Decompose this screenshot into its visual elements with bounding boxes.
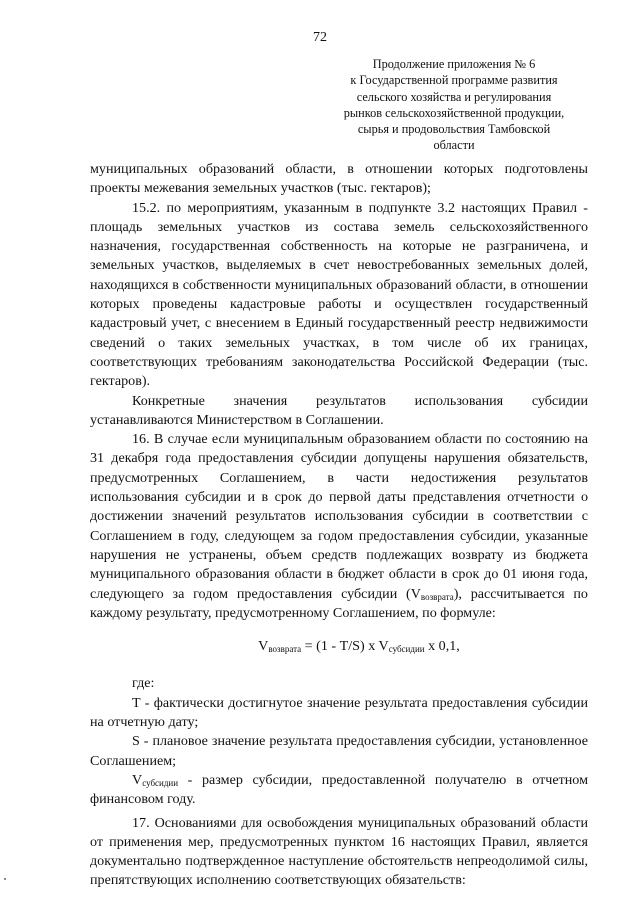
definition-t: T - фактически достигнутое значение результата предоставления субсидии на отчетную дату; — [90, 694, 588, 731]
formula — [90, 637, 588, 656]
formula-sub-vozvrata: возврата — [268, 644, 302, 655]
appendix-header — [330, 56, 578, 154]
definition-v-text: - размер субсидии, предоставленной получателю в отчетном финансовом году. — [90, 771, 588, 808]
header-line: рынков сельскохозяйственной продукции, — [343, 105, 565, 120]
formula-v: V — [258, 638, 269, 655]
definition-s: S - плановое значение результата предоставления субсидии, установленное Соглашением; — [90, 733, 588, 769]
paragraph-results: Конкретные значения результатов использования субсидии устанавливаются Министерством в Соглашении. — [90, 392, 588, 428]
header-line: сельского хозяйства и регулирования — [356, 89, 552, 104]
where-label: где: — [132, 675, 155, 692]
header-line: сырья и продовольствия Тамбовской — [357, 122, 551, 137]
header-line: области — [433, 138, 475, 153]
paragraph-16 — [90, 430, 588, 623]
subscript-vozvrata: возврата — [420, 591, 454, 602]
header-line: Продолжение приложения № 6 — [372, 57, 536, 71]
paragraph-17: 17. Основаниями для освобождения муниципальных образований области от применения мер, предусмотренных пунктом 16 настоящих Правил, является документально подтвержденное наступление обстоятельств непреодолимой силы, препятствующих исполнению соответствующих обязательств: — [90, 814, 588, 889]
document-body — [90, 160, 588, 891]
paragraph-16-text-end: ), рассчитывается по каждому результату, предусмотренному Соглашением, по формуле: — [90, 585, 588, 621]
formula-middle: = (1 - T/S) x V — [301, 638, 389, 655]
formula-sub-subsidii: субсидии — [388, 644, 425, 655]
definition-v — [90, 771, 588, 810]
paragraph-16-text: 16. В случае если муниципальным образованием области по состоянию на 31 декабря года предоставления субсидии допущены нарушения обязательств, предусмотренных Соглашением, в части недостижения результатов использования субсидии и в срок до первой даты представления отчетности о достижении значений результатов использования субсидии в соответствии с Соглашением в году, следующем за годом предоставления субсидии, указанные нарушения не устранены, объем средств подлежащих возврату из бюджета муниципального образования области в бюджет области в срок до 01 июня года, следующего за годом предоставления субсидии (V — [90, 431, 588, 602]
paragraph-continuation: муниципальных образований области, в отношении которых подготовлены проекты межевания земельных участков (тыс. гектаров); — [90, 161, 588, 197]
formula-end: x 0,1, — [424, 638, 460, 655]
definition-v-letter: V — [132, 771, 143, 788]
definition-v-sub: субсидии — [142, 777, 179, 788]
scan-mark — [4, 878, 6, 880]
header-line: к Государственной программе развития — [350, 73, 558, 88]
paragraph-15-2: 15.2. по мероприятиям, указанным в подпункте 3.2 настоящих Правил - площадь земельных участков из состава земель сельскохозяйственного назначения, государственная собственность на которые не разграничена, и земельных участков, выделяемых в счет невостребованных земельных долей, находящихся в собственности муниципальных образований области, в отношении которых проведены кадастровые работы и осуществлен государственный кадастровый учет, с внесением в Единый государственный реестр недвижимости сведений о таких земельных участках, в том числе об их границах, соответствующих требованиям законодательства Российской Федерации (тыс. гектаров). — [90, 199, 588, 390]
page-number: 72 — [313, 30, 327, 45]
